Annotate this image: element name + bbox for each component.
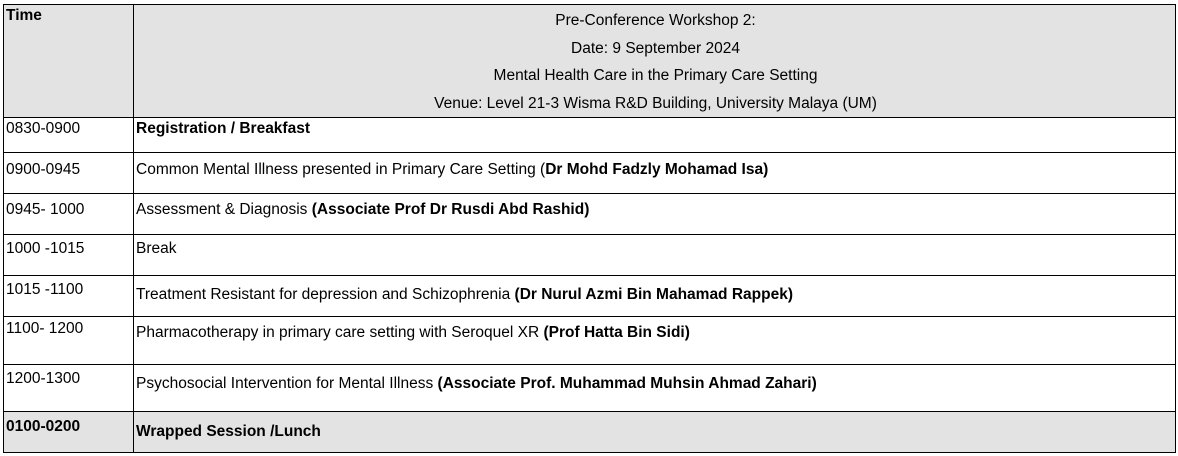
session-title: Break	[136, 240, 177, 257]
session-time: 1000 -1015	[4, 235, 134, 276]
session-title: Pharmacotherapy in primary care setting with Seroquel XR	[136, 324, 544, 341]
session-cell	[134, 118, 1176, 153]
session-time: 0945- 1000	[4, 194, 134, 235]
table-row	[4, 118, 1176, 153]
table-row	[4, 412, 1176, 453]
workshop-date: Date: 9 September 2024	[571, 39, 740, 57]
session-title: Psychosocial Intervention for Mental Illness	[136, 375, 438, 392]
table-row	[4, 235, 1176, 276]
table-row	[4, 365, 1176, 412]
session-cell	[134, 317, 1176, 365]
table-row	[4, 153, 1176, 194]
session-speaker: Wrapped Session /Lunch	[136, 423, 321, 440]
session-cell	[134, 412, 1176, 453]
time-column-header: Time	[4, 5, 134, 118]
table-row	[4, 317, 1176, 365]
header-row	[4, 5, 1176, 118]
workshop-title: Pre-Conference Workshop 2:	[555, 12, 756, 29]
session-speaker: (Dr Nurul Azmi Bin Mahamad Rappek)	[514, 286, 793, 303]
session-title: Assessment & Diagnosis	[136, 201, 312, 218]
session-time: 0100-0200	[4, 412, 134, 453]
table-row	[4, 194, 1176, 235]
session-time: 0900-0945	[4, 153, 134, 194]
session-speaker: Registration / Breakfast	[136, 120, 310, 137]
session-speaker: (Associate Prof. Muhammad Muhsin Ahmad Zahari)	[437, 375, 817, 392]
session-cell	[134, 365, 1176, 412]
session-speaker: Dr Mohd Fadzly Mohamad Isa)	[545, 161, 769, 178]
session-title: Common Mental Illness presented in Primary Care Setting (	[136, 161, 546, 178]
session-title: Treatment Resistant for depression and Schizophrenia	[136, 286, 515, 303]
session-time: 1200-1300	[4, 365, 134, 412]
workshop-header	[134, 5, 1176, 118]
workshop-venue: Venue: Level 21-3 Wisma R&D Building, University Malaya (UM)	[434, 94, 877, 112]
schedule-table	[3, 4, 1176, 453]
session-time: 0830-0900	[4, 118, 134, 153]
session-speaker: (Prof Hatta Bin Sidi)	[543, 324, 690, 341]
session-time: 1100- 1200	[4, 317, 134, 365]
session-speaker: (Associate Prof Dr Rusdi Abd Rashid)	[311, 201, 590, 218]
session-cell	[134, 153, 1176, 194]
session-cell	[134, 276, 1176, 317]
session-cell	[134, 235, 1176, 276]
session-cell	[134, 194, 1176, 235]
session-time: 1015 -1100	[4, 276, 134, 317]
table-row	[4, 276, 1176, 317]
workshop-theme: Mental Health Care in the Primary Care Setting	[493, 67, 818, 84]
